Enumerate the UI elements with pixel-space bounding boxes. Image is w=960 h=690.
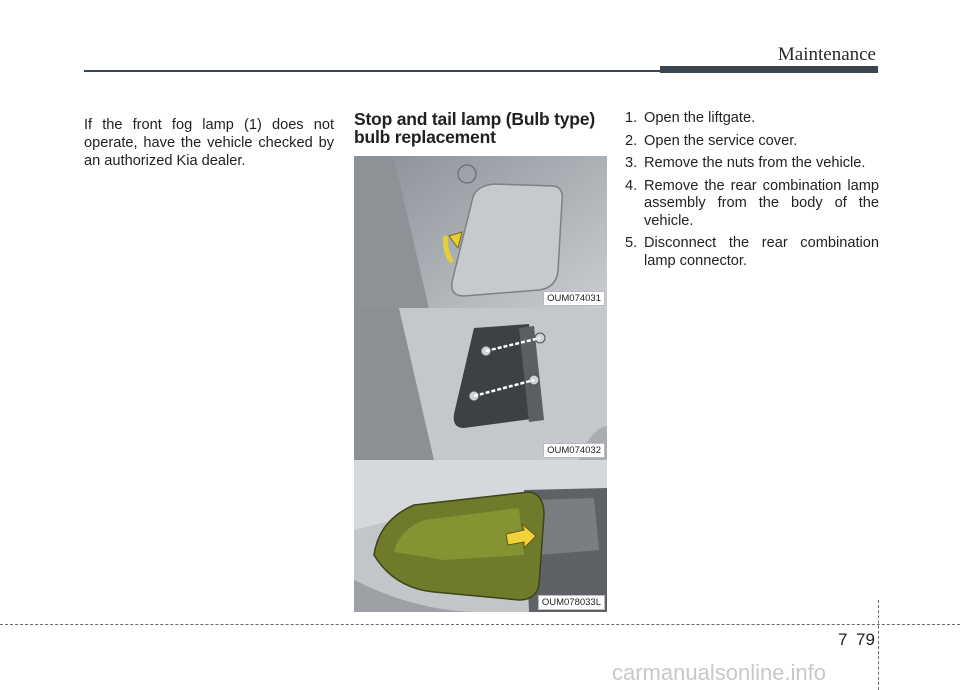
step-text: Open the service cover. <box>644 132 798 149</box>
step-item <box>625 178 879 231</box>
figure-label: OUM074032 <box>543 443 605 458</box>
step-item <box>625 155 879 173</box>
step-text: Open the liftgate. <box>644 110 756 126</box>
steps-list <box>625 110 879 275</box>
step-text: Remove the rear combination lamp assembly from the body of the vehicle. <box>644 177 879 229</box>
step-number: 1. <box>625 110 638 126</box>
step-text: Remove the nuts from the vehicle. <box>644 155 866 171</box>
lamp-assembly-illustration <box>354 460 607 612</box>
footer-divider <box>0 624 960 625</box>
step-item <box>625 235 879 270</box>
step-number: 4. <box>625 177 638 194</box>
figure-nuts <box>354 308 607 460</box>
watermark-link[interactable]: carmanualsonline.info <box>612 660 827 685</box>
nuts-illustration <box>354 308 607 460</box>
step-item <box>625 133 879 151</box>
figure-lamp-assembly <box>354 460 607 612</box>
figure-label: OUM078033L <box>538 595 605 610</box>
step-text: Disconnect the rear combination lamp connector. <box>644 235 879 269</box>
step-item <box>625 110 879 128</box>
figure-service-cover <box>354 156 607 308</box>
footer-vertical-divider <box>878 600 879 690</box>
chapter-number: 7 <box>838 630 848 649</box>
step-number: 5. <box>625 235 638 251</box>
header-bar <box>660 66 878 73</box>
figure-label: OUM074031 <box>543 291 605 306</box>
header-rule <box>84 70 660 72</box>
page-number: 79 <box>856 630 875 649</box>
header-title: Maintenance <box>777 44 876 65</box>
figure-stack <box>354 156 607 612</box>
step-number: 2. <box>625 132 638 149</box>
left-paragraph: If the front fog lamp (1) does not operate, have the vehicle checked by an authorized Kia dealer. <box>84 117 334 169</box>
section-title: Stop and tail lamp (Bulb type) bulb replacement <box>354 109 595 147</box>
step-number: 3. <box>625 155 638 171</box>
service-cover-illustration <box>354 156 607 308</box>
